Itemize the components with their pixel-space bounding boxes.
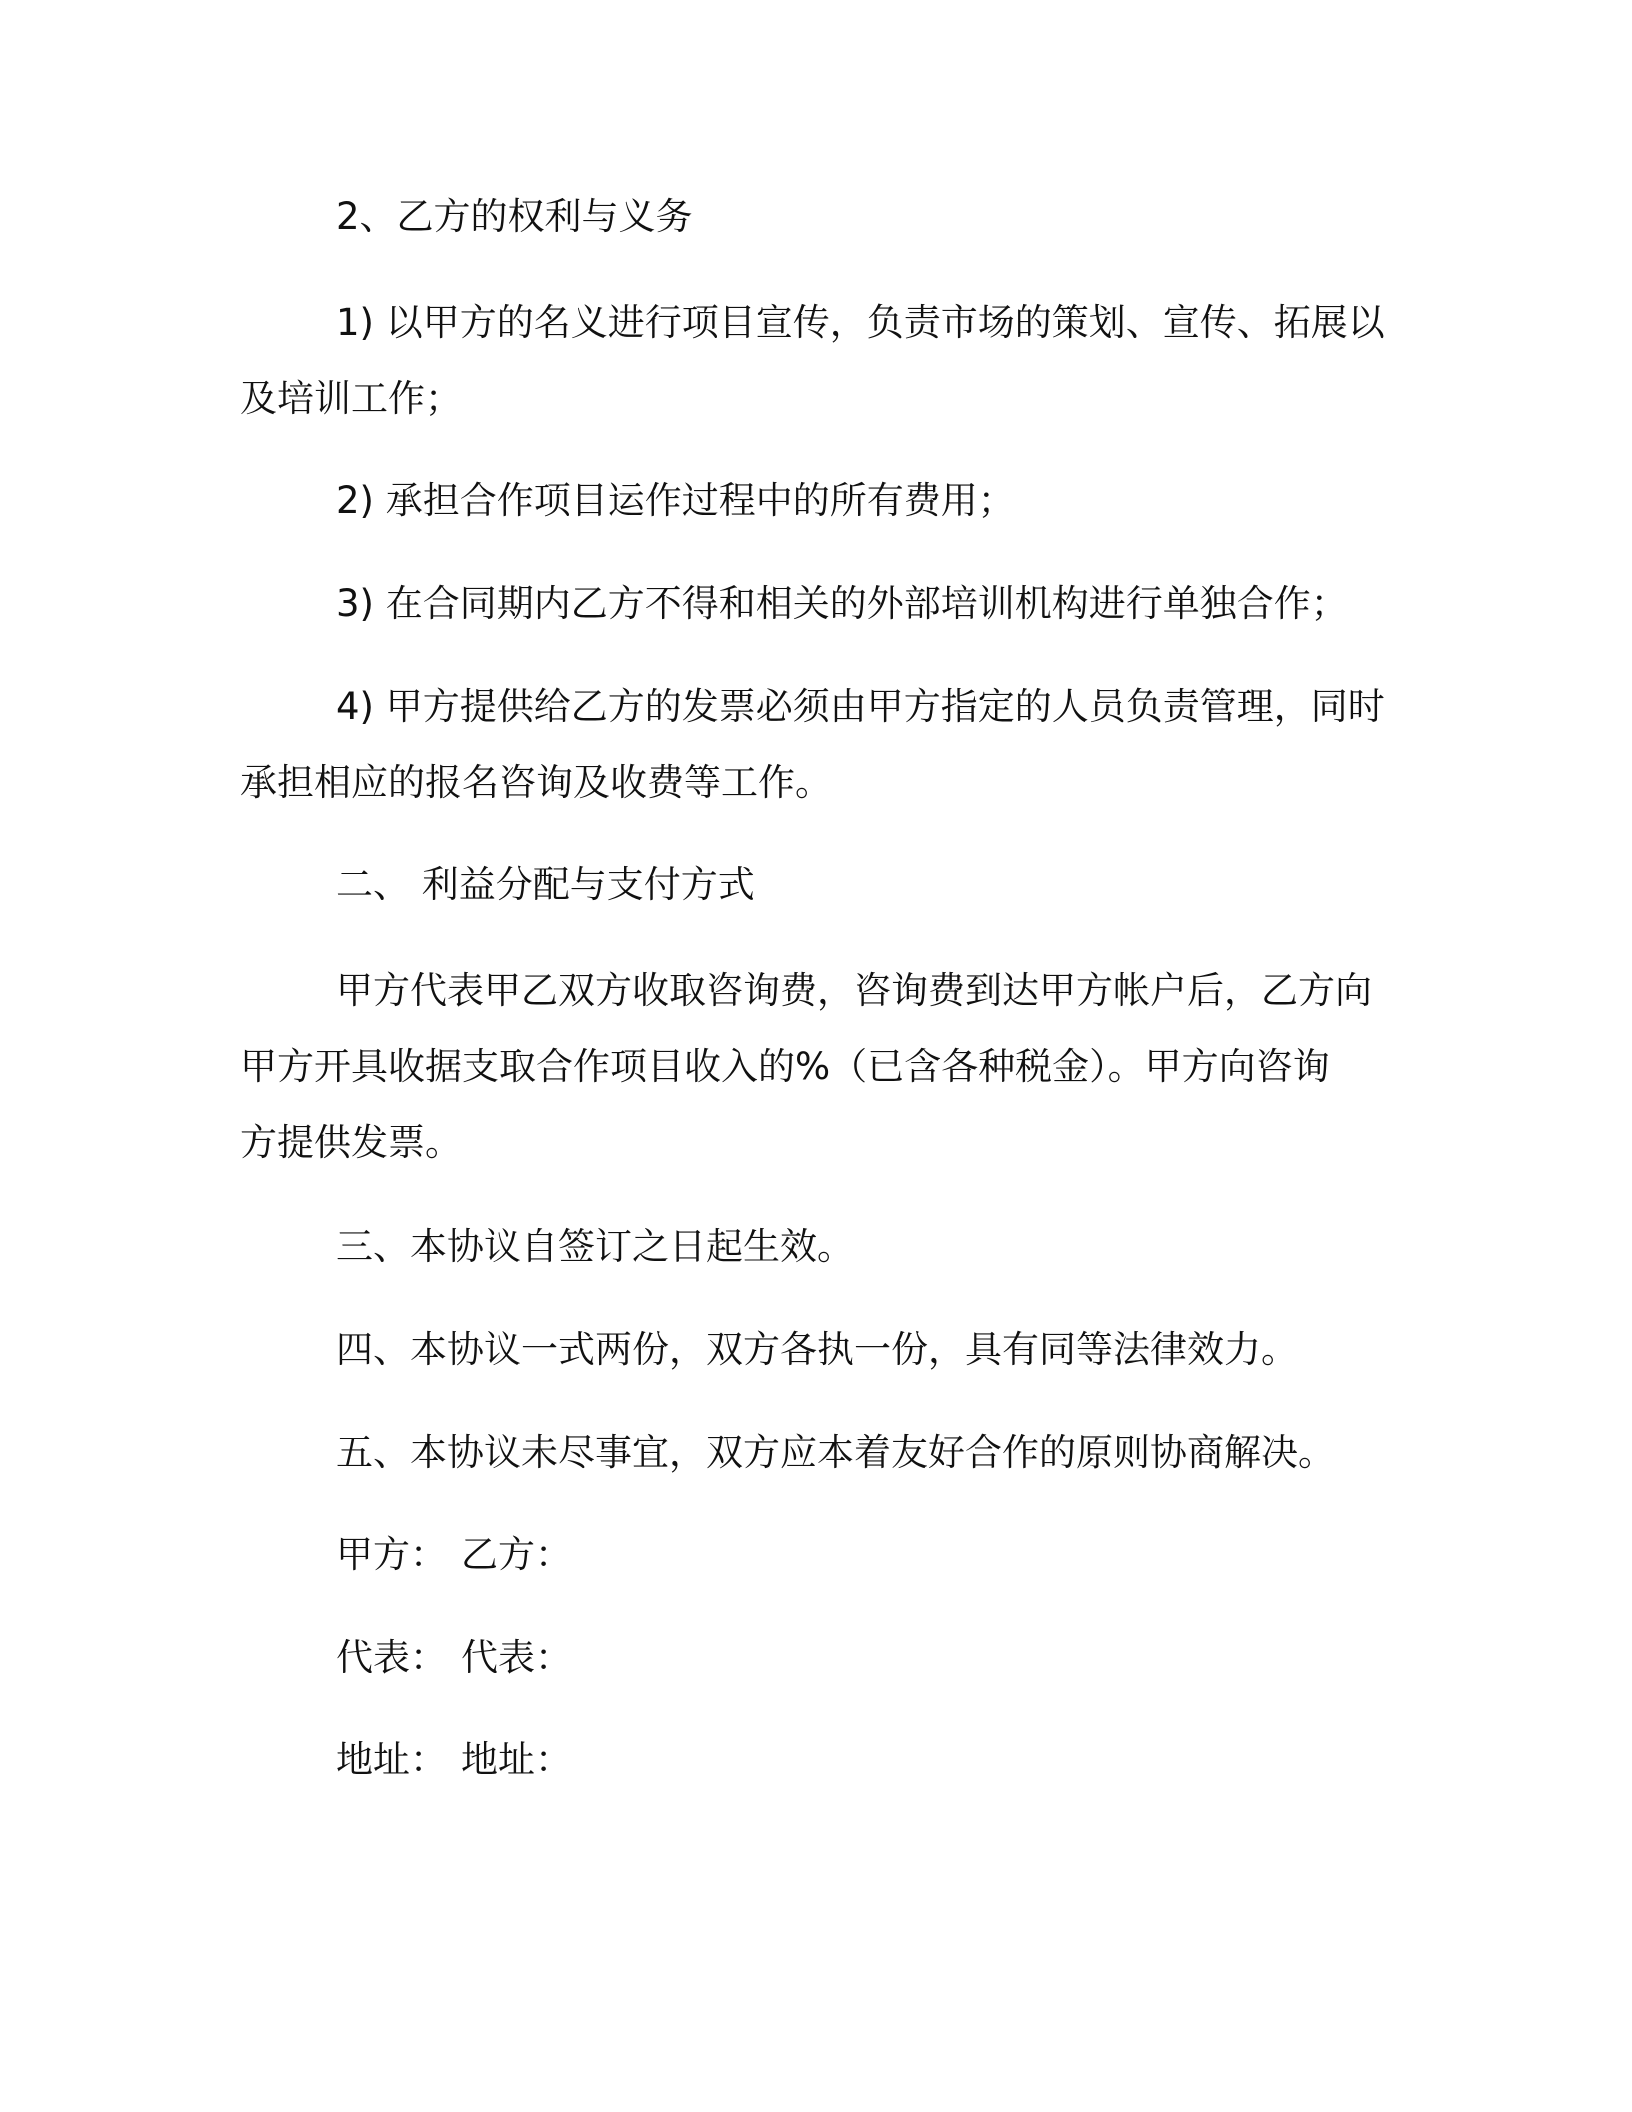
signature-party-row (336, 1530, 572, 1580)
item-2: 2) 承担合作项目运作过程中的所有费用； (336, 479, 1015, 522)
party-b-label: 乙方： (461, 1533, 572, 1576)
signature-address-row (336, 1735, 572, 1785)
rep-a-label: 代表： (336, 1636, 447, 1679)
clause-four: 四、本协议一式两份，双方各执一份，具有同等法律效力。 (336, 1328, 1298, 1371)
address-b-label: 地址： (461, 1738, 572, 1781)
payment-line-2: 甲方开具收据支取合作项目收入的%（已含各种税金）。甲方向咨询 (240, 1045, 1330, 1088)
item-1-line-1: 1) 以甲方的名义进行项目宣传，负责市场的策划、宣传、拓展以 (336, 301, 1385, 344)
item-4-line-1: 4) 甲方提供给乙方的发票必须由甲方指定的人员负责管理，同时 (336, 685, 1385, 728)
item-3: 3) 在合同期内乙方不得和相关的外部培训机构进行单独合作； (336, 582, 1348, 625)
item-1-line-2: 及培训工作； (240, 377, 462, 420)
clause-three: 三、本协议自签订之日起生效。 (336, 1225, 854, 1268)
section-heading-rights: 2、乙方的权利与义务 (336, 195, 693, 238)
address-a-label: 地址： (336, 1738, 447, 1781)
signature-rep-row (336, 1633, 572, 1683)
payment-line-3: 方提供发票。 (240, 1121, 462, 1164)
rep-b-label: 代表： (461, 1636, 572, 1679)
party-a-label: 甲方： (336, 1533, 447, 1576)
item-4-line-2: 承担相应的报名咨询及收费等工作。 (240, 761, 832, 804)
clause-five: 五、本协议未尽事宜，双方应本着友好合作的原则协商解决。 (336, 1431, 1335, 1474)
payment-line-1: 甲方代表甲乙双方收取咨询费，咨询费到达甲方帐户后，乙方向 (336, 969, 1372, 1012)
heading-profit-distribution: 二、 利益分配与支付方式 (336, 863, 755, 906)
